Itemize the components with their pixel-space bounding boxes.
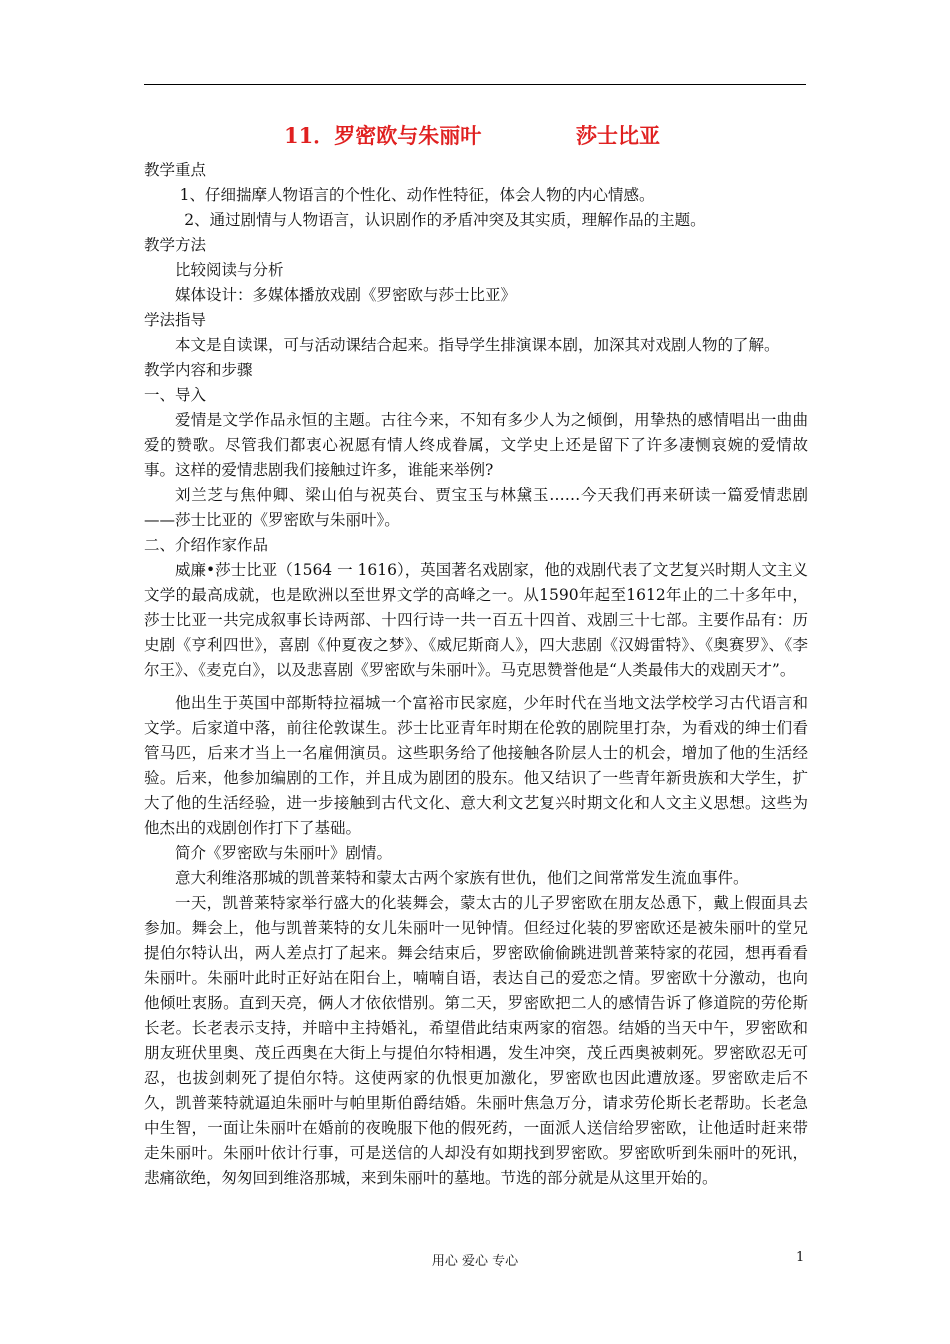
- key-point-1: 1、仔细揣摩人物语言的个性化、动作性特征，体会人物的内心情感。: [179, 186, 655, 204]
- author-paragraph-2: 他出生于英国中部斯特拉福城一个富裕市民家庭，少年时代在当地文法学校学习古代语言和文学。后家道中落，前往伦敦谋生。莎士比亚青年时期在伦敦的剧院里打杂，为看戏的绅士们看管马匹，后来才当上一名雇佣演员。这些职务给了他接触各阶层人士的机会，增加了他的生活经验。后来，他参加编剧的工作，并且成为剧团的股东。他又结识了一些青年新贵族和大学生，扩大了他的生活经验，进一步接触到古代文化、意大利文艺复兴时期文化和人文主义思想。这些为他杰出的戏剧创作打下了基础。: [144, 694, 808, 837]
- title-author: 莎士比亚: [576, 123, 660, 148]
- study-text: 本文是自读课，可与活动课结合起来。指导学生排演课本剧，加深其对戏剧人物的了解。: [175, 336, 780, 354]
- heading-key-points: 教学重点: [144, 161, 207, 179]
- author-paragraph-1: 威廉•莎士比亚（1564 一 1616），英国著名戏剧家，他的戏剧代表了文艺复兴时期人文主义文学的最高成就，也是欧洲以至世界文学的高峰之一。从1590年起至1612年止的二十多年中，莎士比亚一共完成叙事长诗两部、十四行诗一共一百五十四首、戏剧三十七部。主要作品有：历史剧《亨利四世》，喜剧《仲夏夜之梦》、《威尼斯商人》，四大悲剧《汉姆雷特》、《奥赛罗》、《李尔王》、《麦克白》，以及悲喜剧《罗密欧与朱丽叶》。马克思赞誉他是“人类最伟大的戏剧天才”。: [144, 561, 808, 679]
- header-rule: [144, 84, 806, 85]
- intro-paragraph-2: 刘兰芝与焦仲卿、梁山伯与祝英台、贾宝玉与林黛玉……今天我们再来研读一篇爱情悲剧——莎士比亚的《罗密欧与朱丽叶》。: [144, 486, 808, 529]
- method-2: 媒体设计：多媒体播放戏剧《罗密欧与莎士比亚》: [175, 286, 517, 304]
- plot-heading: 简介《罗密欧与朱丽叶》剧情。: [175, 844, 393, 862]
- intro-paragraph-1: 爱情是文学作品永恒的主题。古往今来，不知有多少人为之倾倒，用挚热的感情唱出一曲曲爱的赞歌。尽管我们都衷心祝愿有情人终成眷属，文学史上还是留下了许多凄恻哀婉的爱情故事。这样的爱情悲剧我们接触过许多，谁能来举例?: [144, 411, 808, 479]
- heading-method: 教学方法: [144, 236, 207, 254]
- plot-paragraph-2: 一天，凯普莱特家举行盛大的化装舞会，蒙太古的儿子罗密欧在朋友怂恿下，戴上假面具去参加。舞会上，他与凯普莱特的女儿朱丽叶一见钟情。但经过化装的罗密欧还是被朱丽叶的堂兄提伯尔特认出，两人差点打了起来。舞会结束后，罗密欧偷偷跳进凯普莱特家的花园，想再看看朱丽叶。朱丽叶此时正好站在阳台上，喃喃自语，表达自己的爱恋之情。罗密欧十分激动，也向他倾吐衷肠。直到天亮，俩人才依依惜别。第二天，罗密欧把二人的感情告诉了修道院的劳伦斯长老。长老表示支持，并暗中主持婚礼，希望借此结束两家的宿怨。结婚的当天中午，罗密欧和朋友班伏里奥、茂丘西奥在大街上与提伯尔特相遇，发生冲突，茂丘西奥被刺死。罗密欧忍无可忍，也拔剑刺死了提伯尔特。这使两家的仇恨更加激化，罗密欧也因此遭放逐。罗密欧走后不久，凯普莱特就逼迫朱丽叶与帕里斯伯爵结婚。朱丽叶焦急万分，请求劳伦斯长老帮助。长老急中生智，一面让朱丽叶在婚前的夜晚服下他的假死药，一面派人送信给罗密欧，让他适时赶来带走朱丽叶。朱丽叶依计行事，可是送信的人却没有如期找到罗密欧。罗密欧听到朱丽叶的死讯，悲痛欲绝，匆匆回到维洛那城，来到朱丽叶的墓地。节选的部分就是从这里开始的。: [144, 894, 808, 1187]
- document-body: [144, 120, 808, 1191]
- title-lesson: 11．罗密欧与朱丽叶: [284, 123, 482, 148]
- footer-motto: 用心 爱心 专心: [431, 1254, 519, 1269]
- page-number: 1: [796, 1250, 805, 1265]
- method-1: 比较阅读与分析: [175, 261, 284, 279]
- key-point-2: 2、通过剧情与人物语言，认识剧作的矛盾冲突及其实质，理解作品的主题。: [184, 211, 706, 229]
- heading-content: 教学内容和步骤: [144, 361, 253, 379]
- heading-study: 学法指导: [144, 311, 207, 329]
- heading-intro: 一、导入: [144, 386, 207, 404]
- plot-paragraph-1: 意大利维洛那城的凯普莱特和蒙太古两个家族有世仇，他们之间常常发生流血事件。: [175, 869, 749, 887]
- page-title: [144, 120, 808, 158]
- heading-author: 二、介绍作家作品: [144, 536, 269, 554]
